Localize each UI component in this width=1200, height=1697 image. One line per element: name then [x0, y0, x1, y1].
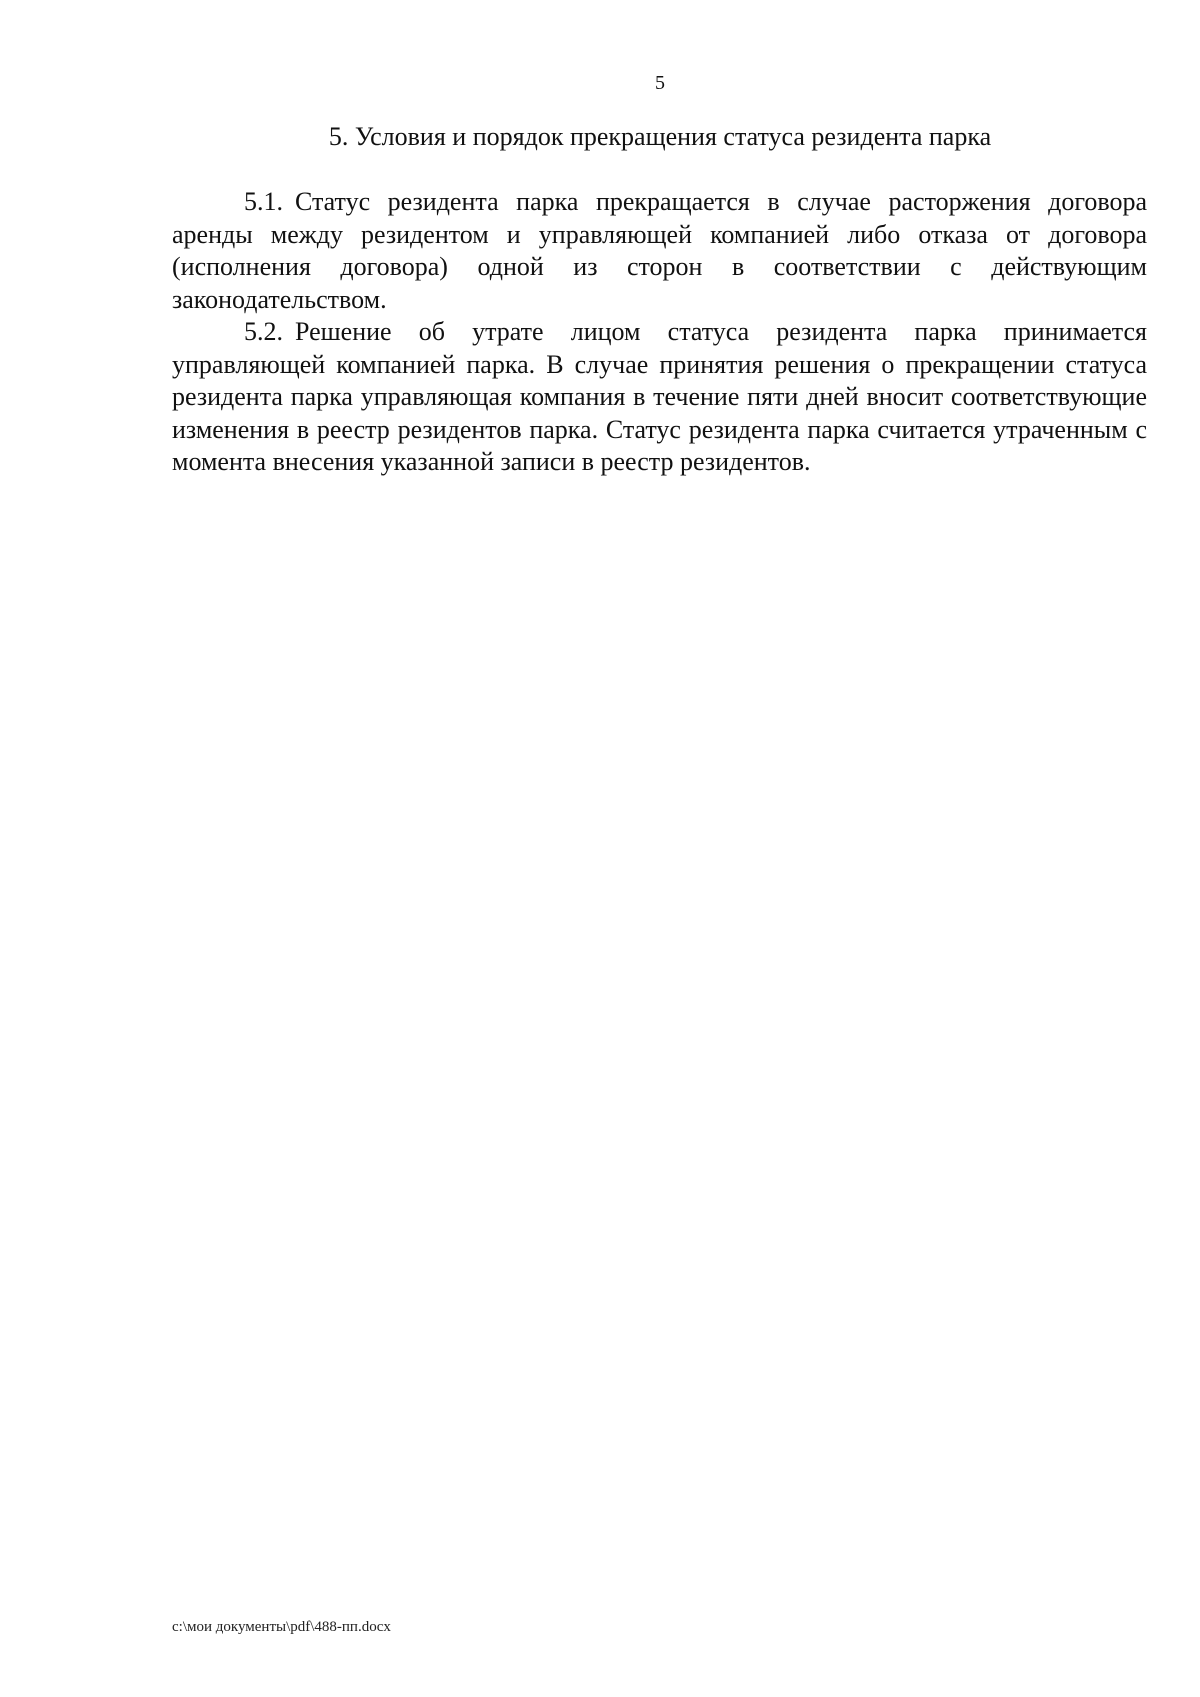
paragraph-number: 5.2.: [244, 317, 283, 346]
paragraph-number: 5.1.: [244, 187, 283, 216]
paragraph-text: Решение об утрате лицом статуса резидента парка принимается управляющей компанией парка. В случае принятия решения о прекращении статуса резидента парка управляющая компания в течение пяти дней вносит соответствующие изменения в реестр резидентов парка. Статус резидента парка считается утраченным с момента внесения указанной записи в реестр резидентов.: [172, 317, 1147, 476]
paragraph-text: Статус резидента парка прекращается в случае расторжения договора аренды между резидентом и управляющей компанией либо отказа от договора (исполнения договора) одной из сторон в соответствии с действующим законодательством.: [172, 187, 1147, 314]
paragraph-5-1: [172, 186, 1147, 316]
paragraph-5-2: [172, 316, 1147, 479]
footer-file-path: c:\мои документы\pdf\488-пп.docx: [172, 1619, 391, 1635]
page-number: 5: [655, 72, 665, 94]
document-body: [172, 186, 1147, 479]
section-heading: 5. Условия и порядок прекращения статуса резидента парка: [328, 122, 992, 151]
